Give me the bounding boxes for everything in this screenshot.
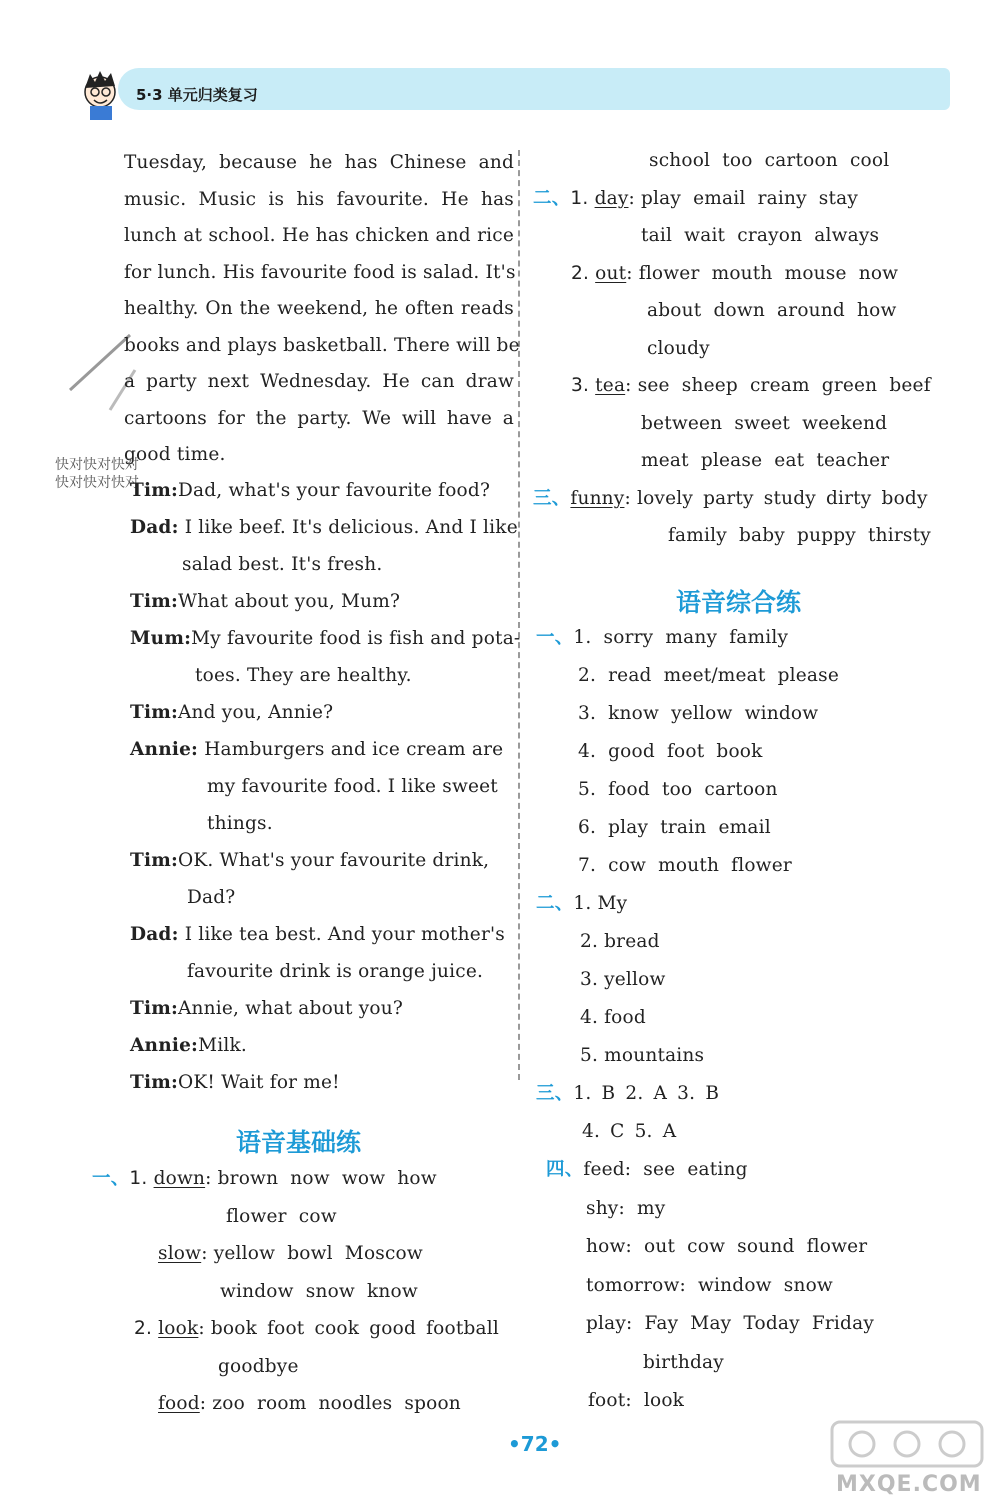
dialogue-line: [130, 628, 520, 665]
utterance: things.: [207, 813, 273, 834]
word-list: tomorrow: window snow: [586, 1274, 833, 1296]
word-list: window snow know: [220, 1280, 418, 1302]
speaker: Dad:: [130, 517, 179, 538]
utterance: favourite drink is orange juice.: [187, 961, 484, 982]
answer-text: 1. My: [573, 893, 628, 914]
speaker: Tim:: [130, 998, 178, 1019]
part-label: 三、: [533, 487, 571, 509]
right-top-answers: [533, 150, 931, 563]
speaker: Annie:: [130, 739, 199, 760]
utterance: Milk.: [198, 1035, 247, 1056]
utterance: I like beef. It's delicious. And I like: [184, 517, 518, 538]
question-number: 2.: [571, 262, 590, 284]
passage-line: good time.: [124, 444, 226, 465]
answer-line: [536, 893, 874, 931]
part-label: 二、: [533, 187, 571, 209]
question-number: 1.: [129, 1168, 148, 1189]
word-list: feed: see eating: [583, 1159, 748, 1180]
utterance: OK. What's your favourite drink,: [178, 850, 490, 871]
dialogue-line: [130, 591, 520, 628]
utterance: Annie, what about you?: [178, 998, 403, 1019]
speaker: Tim:: [130, 1072, 178, 1093]
key-word: slow: [158, 1243, 202, 1264]
dialogue-line: [130, 702, 520, 739]
word-list: cloudy: [647, 337, 710, 359]
answer-text: 4. C 5. A: [582, 1121, 677, 1142]
speaker: Tim:: [130, 702, 178, 723]
section-title-basic: 语音基础练: [236, 1128, 362, 1157]
utterance: salad best. It's fresh.: [182, 554, 383, 575]
answer-line: [536, 1083, 874, 1121]
word-list: lovely party study dirty body: [636, 487, 928, 509]
utterance: Hamburgers and ice cream are: [204, 739, 504, 760]
dialogue-line: [130, 739, 520, 776]
utterance: Dad, what's your favourite food?: [178, 480, 491, 501]
answer-text: 5. mountains: [580, 1045, 705, 1066]
dialogue-line: [130, 480, 520, 517]
passage-line: lunch at school. He has chicken and rice: [124, 225, 514, 246]
word-list: 4. good foot book: [578, 741, 763, 762]
word-list: see sheep cream green beef: [637, 375, 931, 396]
question-number: 2.: [134, 1318, 153, 1339]
answer-text: 3. yellow: [580, 969, 666, 990]
passage-line: healthy. On the weekend, he often reads: [124, 298, 514, 319]
answer-line: 3. tea: see sheep cream green beef: [571, 375, 931, 396]
key-word: funny: [570, 487, 625, 509]
word-list: birthday: [643, 1351, 724, 1373]
answer-line: 2. out: flower mouth mouse now: [571, 262, 899, 284]
key-word: day: [594, 187, 629, 209]
word-list: school too cartoon cool: [649, 150, 890, 171]
passage: [124, 152, 520, 481]
word-list: 3. know yellow window: [578, 703, 819, 724]
dialogue: [130, 480, 520, 1109]
word-list: tail wait crayon always: [641, 225, 880, 246]
utterance: I like tea best. And your mother's: [184, 924, 505, 945]
word-list: 6. play train email: [578, 817, 771, 838]
speaker: Dad:: [130, 924, 179, 945]
word-list: meat please eat teacher: [641, 450, 890, 471]
word-list: goodbye: [218, 1355, 299, 1377]
utterance: OK! Wait for me!: [178, 1072, 340, 1093]
question-number: 1.: [570, 187, 589, 209]
word-list: shy: my: [586, 1197, 666, 1219]
dialogue-line: [130, 517, 520, 554]
word-list: family baby puppy thirsty: [668, 525, 931, 546]
key-word: out: [595, 262, 627, 284]
speaker: Tim:: [130, 850, 178, 871]
word-list: play: Fay May Today Friday: [586, 1313, 874, 1334]
answer-line: 一、1. down: brown now wow how: [92, 1168, 437, 1189]
question-number: 3.: [571, 375, 590, 396]
word-list: how: out cow sound flower: [586, 1236, 868, 1257]
word-list: 5. food too cartoon: [578, 779, 778, 800]
word-list: yellow bowl Moscow: [213, 1243, 423, 1264]
word-list: between sweet weekend: [641, 412, 888, 434]
part-label: 二、: [536, 893, 574, 914]
word-list: 1. sorry many family: [573, 627, 789, 648]
utterance: Dad?: [187, 887, 236, 908]
answer-line: 二、1. day: play email rainy stay: [533, 187, 859, 209]
word-list: 7. cow mouth flower: [578, 855, 792, 876]
watermark-text: MXQE.COM: [836, 1472, 982, 1497]
basic-part1: [92, 1168, 499, 1431]
word-list: foot: look: [588, 1390, 685, 1411]
stamp-line: 快对快对快对: [55, 457, 139, 473]
page-number: •72•: [508, 1432, 562, 1456]
utterance: What about you, Mum?: [178, 591, 401, 612]
answer-line: food: zoo room noodles spoon: [158, 1393, 461, 1414]
part-label: 四、: [546, 1159, 584, 1180]
passage-line: music. Music is his favourite. He has: [124, 188, 514, 210]
passage-line: books and plays basketball. There will be: [124, 334, 520, 356]
word-list: 2. read meet/meat please: [578, 665, 839, 686]
speaker: Tim:: [130, 591, 178, 612]
dialogue-line: [130, 1035, 520, 1072]
comp-part1: [536, 627, 874, 1429]
utterance: toes. They are healthy.: [195, 665, 412, 686]
utterance: And you, Annie?: [178, 702, 334, 723]
speaker: Annie:: [130, 1035, 199, 1056]
boy-mascot-icon: [78, 68, 126, 120]
part-label: 一、: [92, 1168, 130, 1189]
part-label: 一、: [536, 627, 574, 648]
passage-line: a party next Wednesday. He can draw: [124, 371, 514, 392]
answer-text: 2. bread: [580, 931, 660, 952]
answer-line: slow: yellow bowl Moscow: [158, 1243, 423, 1264]
word-list: flower cow: [226, 1205, 337, 1227]
word-list: about down around how: [647, 300, 897, 321]
passage-line: for lunch. His favourite food is salad. It's: [124, 261, 516, 283]
header-title: 5·3 单元归类复习: [136, 86, 258, 104]
section-title-comprehensive: 语音综合练: [676, 588, 802, 617]
passage-line: cartoons for the party. We will have a: [124, 407, 514, 429]
dialogue-line: [130, 998, 520, 1035]
utterance: my favourite food. I like sweet: [207, 776, 498, 797]
key-word: down: [153, 1168, 206, 1189]
answer-line: 2. look: book foot cook good football: [134, 1318, 499, 1339]
key-word: look: [158, 1318, 199, 1339]
word-list: play email rainy stay: [641, 187, 859, 209]
part-label: 三、: [536, 1083, 574, 1104]
dialogue-line: [130, 850, 520, 887]
dialogue-line: [130, 924, 520, 961]
dialogue-line: [130, 1072, 520, 1109]
speaker: Mum:: [130, 628, 192, 649]
key-word: tea: [595, 375, 626, 396]
stamp-line: 快对快对快对: [55, 475, 139, 491]
answer-line: [536, 627, 874, 665]
passage-line: Tuesday, because he has Chinese and: [124, 152, 514, 173]
utterance: My favourite food is fish and pota-: [191, 628, 521, 649]
answer-text: 4. food: [580, 1007, 646, 1028]
word-list: book foot cook good football: [210, 1318, 499, 1339]
answer-text: 1. B 2. A 3. B: [573, 1083, 720, 1104]
word-list: zoo room noodles spoon: [212, 1393, 461, 1414]
speaker: Tim:: [130, 480, 178, 501]
answer-stamp: [55, 456, 139, 492]
word-list: flower mouth mouse now: [638, 262, 899, 284]
word-list: brown now wow how: [217, 1168, 437, 1189]
answer-line: [536, 1159, 874, 1198]
key-word: food: [158, 1393, 200, 1414]
answer-line: 三、funny: lovely party study dirty body: [533, 487, 928, 509]
